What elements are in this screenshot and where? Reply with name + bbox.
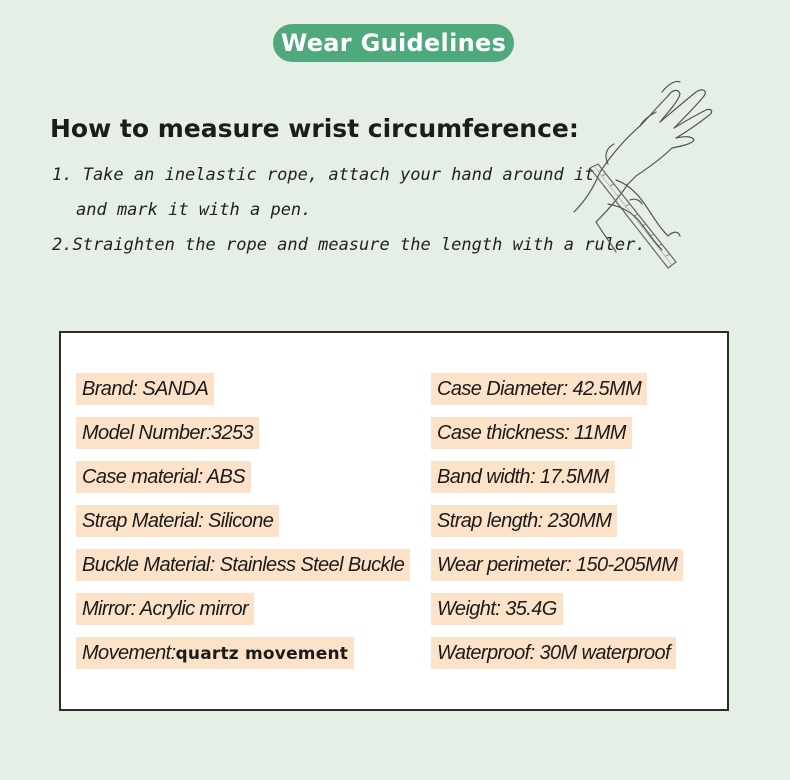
spec-case-material: Case material: ABS (76, 461, 251, 493)
spec-model-number: Model Number:3253 (76, 417, 259, 449)
spec-movement-label: Movement: (82, 642, 176, 664)
step-1-line-2: and mark it with a pen. (76, 200, 312, 220)
spec-buckle-material: Buckle Material: Stainless Steel Buckle (76, 549, 410, 581)
spec-strap-material: Strap Material: Silicone (76, 505, 279, 537)
spec-brand: Brand: SANDA (76, 373, 214, 405)
spec-case-thickness: Case thickness: 11MM (431, 417, 632, 449)
page-heading: How to measure wrist circumference: (50, 114, 579, 143)
spec-weight: Weight: 35.4G (431, 593, 563, 625)
step-2: 2.Straighten the rope and measure the length with a ruler. (52, 235, 646, 255)
spec-movement-value: quartz movement (175, 644, 349, 664)
spec-strap-length: Strap length: 230MM (431, 505, 617, 537)
hand-measuring-wrist-illustration (568, 72, 716, 284)
step-1-line-1: 1. Take an inelastic rope, attach your hand around it (52, 165, 595, 185)
spec-mirror: Mirror: Acrylic mirror (76, 593, 254, 625)
spec-case-diameter: Case Diameter: 42.5MM (431, 373, 647, 405)
spec-waterproof: Waterproof: 30M waterproof (431, 637, 676, 669)
title-badge: Wear Guidelines (273, 24, 514, 62)
spec-wear-perimeter: Wear perimeter: 150-205MM (431, 549, 683, 581)
spec-movement (76, 637, 354, 669)
spec-band-width: Band width: 17.5MM (431, 461, 615, 493)
